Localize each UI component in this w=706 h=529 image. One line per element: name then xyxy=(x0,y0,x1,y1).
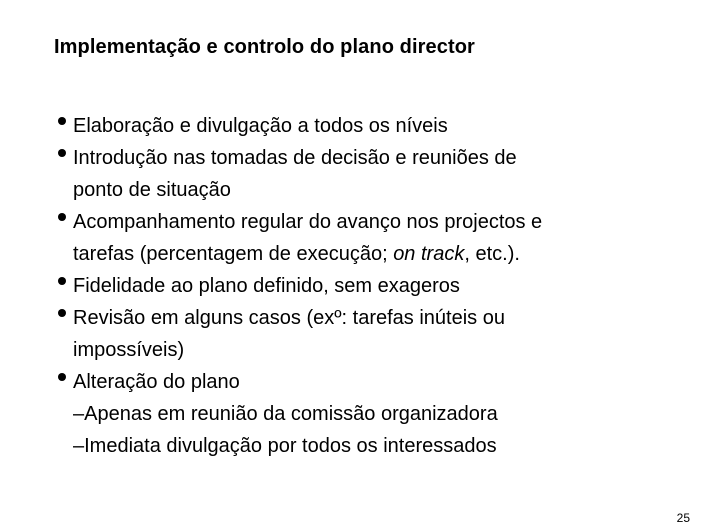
list-item-text: Introdução nas tomadas de decisão e reuniões de xyxy=(73,147,517,169)
list-item-text: Revisão em alguns casos (exº: tarefas inúteis ou xyxy=(73,307,505,329)
list-item xyxy=(58,302,542,334)
page-number: 25 xyxy=(676,511,690,525)
list-item xyxy=(58,110,542,142)
list-item-emphasis: on track xyxy=(393,243,465,265)
list-item-text: , etc.). xyxy=(464,243,520,265)
list-item-text: Acompanhamento regular do avanço nos projectos e xyxy=(73,211,543,233)
list-item xyxy=(58,366,542,398)
list-item xyxy=(58,142,542,174)
list-item-continuation xyxy=(58,334,542,366)
bullet-list xyxy=(58,110,542,462)
bullet-icon xyxy=(58,149,66,157)
slide-title: Implementação e controlo do plano director xyxy=(54,36,475,58)
list-item-text: Alteração do plano xyxy=(73,371,240,393)
bullet-icon xyxy=(58,117,66,125)
bullet-icon xyxy=(58,213,66,221)
list-item-continuation xyxy=(58,174,542,206)
list-item-continuation xyxy=(58,238,542,270)
sub-list-item xyxy=(58,430,542,462)
bullet-icon xyxy=(58,277,66,285)
list-item-text: impossíveis) xyxy=(73,339,185,361)
sub-list-item-text: –Imediata divulgação por todos os interessados xyxy=(73,435,497,457)
list-item-text: Elaboração e divulgação a todos os níveis xyxy=(73,115,448,137)
list-item-text: ponto de situação xyxy=(73,179,231,201)
list-item-text: tarefas (percentagem de execução; xyxy=(73,243,394,265)
list-item xyxy=(58,270,542,302)
bullet-icon xyxy=(58,309,66,317)
sub-list-item-text: –Apenas em reunião da comissão organizadora xyxy=(73,403,498,425)
list-item xyxy=(58,206,542,238)
bullet-icon xyxy=(58,373,66,381)
sub-list-item xyxy=(58,398,542,430)
list-item-text: Fidelidade ao plano definido, sem exageros xyxy=(73,275,460,297)
